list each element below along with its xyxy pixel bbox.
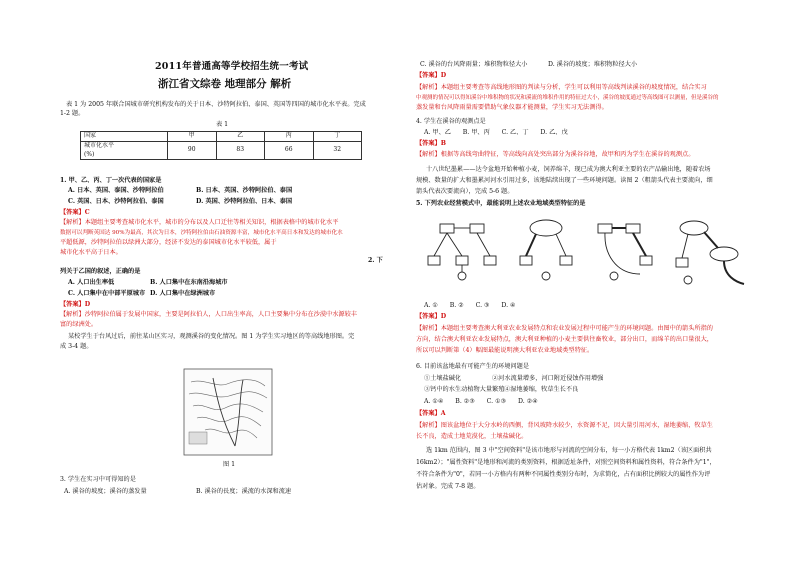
q3-option-b: B. 溪谷的長度；溪流的水深和流速 xyxy=(196,488,292,495)
table-row-label xyxy=(81,142,168,160)
farming-modes-figure xyxy=(426,214,752,296)
q6-explanation-2: 长不良，造成土地荒漠化，土壤盐碱化。 xyxy=(416,433,528,440)
question-1: 1. 甲、乙、丙、丁一次代表的国家是 xyxy=(60,177,162,184)
table-cell: 90 xyxy=(168,142,217,160)
table-header-cell: 甲 xyxy=(168,132,217,142)
q1-option-d: D. 英国、沙特阿拉伯、日本、泰国 xyxy=(196,198,293,205)
q6-item-4: ④湿地萎缩，牧草生长不良 xyxy=(504,386,579,393)
intro-5-6-line3: 箭头代表次要流向），完成 5-6 题。 xyxy=(416,188,514,195)
q5-answer: 【答案】D xyxy=(416,313,447,320)
q2-option-b: B. 人口集中在东南沿海城市 xyxy=(150,279,228,286)
question-5: 5. 下列农业经营模式中，最能说明上述农业地域类型特征的是 xyxy=(416,200,586,207)
contour-map-figure xyxy=(183,368,273,460)
q5-explanation-1: 【解析】本题组主要考查澳大利亚农业发展特点和农业发展过程中可能产生的环境问题。由图中的箭头所指的 xyxy=(416,325,713,332)
table-caption: 表 1 xyxy=(216,121,229,128)
q3-option-a: A. 溪谷的坡度；溪谷的蒸发量 xyxy=(64,488,147,495)
q6-answer: 【答案】A xyxy=(416,410,446,417)
intro-7-8-line4: 估对象。完成 7-8 题。 xyxy=(416,483,480,490)
intro-1-2-line1: 表 1 为 2005 年联合国城市研究机构发布的关于日本、沙特阿拉伯、泰国、英国等四国的城市化水平表。完成 xyxy=(66,101,366,108)
question-2: 列关于乙国的叙述，正确的是 xyxy=(60,268,141,275)
q5-options: A. ① B. ② C. ③ D. ④ xyxy=(424,302,516,309)
q3-answer: 【答案】D xyxy=(416,72,447,79)
title-line-2: 浙江省文综卷 地理部分 解析 xyxy=(158,78,292,90)
q6-item-3: ③钙中的水生动植物大量繁殖 xyxy=(424,386,505,393)
q2-option-a: A. 人口出生率低 xyxy=(68,279,115,286)
q6-item-1: ①土壤盐碱化 xyxy=(424,375,462,382)
q2-option-d: D. 人口集中在绿洲城市 xyxy=(150,290,216,297)
q1-option-b: B. 日本、英国、沙特阿拉伯、泰国 xyxy=(196,187,293,194)
q6-item-2: ②河水流量增多，河口附近侵蚀作用增强 xyxy=(492,375,604,382)
q5-explanation-2: 方向，结合澳大利亚农业发展特点，澳大利亚种植的小麦主要供往畜牧业，部分出口，而绵羊的出口量很大， xyxy=(416,336,713,343)
table-header-cell: 国家 xyxy=(81,132,168,142)
q2-option-c: C. 人口集中在中部平原城市 xyxy=(68,290,146,297)
table-header-cell: 丁 xyxy=(313,132,362,142)
question-3: 3. 学生在实习中可得知的是 xyxy=(60,476,136,483)
q2-explanation-2: 富的绿洲处。 xyxy=(60,321,98,328)
intro-5-6-line1: 十八世纪墨累——达令盆地开始种植小麦，饲养绵羊，现已成为澳大利亚主要的农产品输出地，随着农场 xyxy=(426,166,711,173)
intro-7-8-line2: 16km2）；"属性资料"是地形和河流的类别资料，根据适址条件，对照空间资料和属性资料，符合条件为"1"， xyxy=(416,459,716,466)
q3-option-d: D. 溪谷的坡度；堆积物粒径大小 xyxy=(548,61,638,68)
q2-answer: 【答案】D xyxy=(60,301,91,308)
q2-explanation-1: 【解析】沙特阿拉伯属于发展中国家，主要是阿拉伯人，人口出生率高，人口主要集中分布在沙漠中水源较丰 xyxy=(60,311,357,318)
q6-options: A. ①④ B. ②③ C. ①③ D. ②④ xyxy=(424,398,538,405)
figure-1-caption: 图 1 xyxy=(223,461,236,468)
table-header-row xyxy=(81,132,362,142)
q1-option-c: C. 英国、日本、沙特阿拉伯、泰国 xyxy=(68,198,164,205)
intro-5-6-line2: 规模、数量的扩大和墨累河河水引用过多，该地陆续出现了一些环境问题。读图 2（粗箭头代表主要流向，细 xyxy=(416,177,713,184)
q5-explanation-3: 所以可以判断第（4）幅图最能说明澳大利亚农业地域类型特征。 xyxy=(416,347,594,354)
intro-7-8-line3: 不符合条件为"0"，若同一小方格内有两种不同属性类别分布时，为求简化，占有面积比例较大的属性作为评 xyxy=(416,471,711,478)
q3-explanation-1: 【解析】本题组主要考查等高线地形图的判读与分析，学生可以利用等高线判读溪谷的坡度情况，结合实习 xyxy=(416,84,707,91)
q4-options: A. 甲、乙 B. 甲、丙 C. 乙、丁 D. 乙、戊 xyxy=(424,129,568,136)
q1-explanation-1: 【解析】本题组主要考查城市化水平，城市的分布以及人口迁往等相关知识，根据表格中的城市化水平 xyxy=(60,219,339,226)
q6-explanation-1: 【解析】图该盆地位于大分水岭的西侧，背风坡降水较少，水资源不足，因大量引用河水，湿地萎缩，牧草生 xyxy=(416,422,713,429)
title-line-1: 2011年普通高等学校招生统一考试 xyxy=(155,61,309,72)
urbanization-table xyxy=(80,131,362,160)
table-row xyxy=(81,142,362,160)
q3-explanation-2: 中观测的情况可以得知溪谷中堆积物的状况和溪流的堆积作用的特征过大小，溪谷的坡度通过等高线图可以测量，但是溪谷的 xyxy=(416,95,719,101)
intro-7-8-line1: 选 1km 范围内，图 3 中"空间资料"是该市地形与河流的空间分布，每一小方格代表 1km2（该区面积共 xyxy=(426,447,712,454)
intro-3-4-line1: 某校学生于台风过后，前往某山区实习，观测溪谷的变化情况。图 1 为学生实习地区的等高线地形图。完 xyxy=(68,333,355,340)
q3-explanation-3: 蒸发量和台风降雨量需要借助气象仪器才能测量，学生实习无法测得。 xyxy=(416,104,608,111)
question-2-number: 2. 下 xyxy=(368,257,383,264)
q1-explanation-2: 数据可以判断英国达 90%为最高，其次为日本，沙特阿拉伯由石油资源丰富，城市化水平高日本和发达的城市化水 xyxy=(60,230,343,236)
q1-explanation-4: 城市化水平高于日本。 xyxy=(60,249,122,256)
question-4: 4. 学生在溪谷的观测点是 xyxy=(416,118,486,125)
q4-explanation: 【解析】根据等高线弯曲特征，等高线向高处突出部分为溪谷谷地，故甲和丙为学生在溪谷的观测点。 xyxy=(416,151,695,158)
q1-explanation-3: 平超低源，沙特阿拉伯以绿洲大部分，经济不发达的泰国城市化水平较低，属于 xyxy=(60,239,277,246)
q1-option-a: A. 日本、英国、泰国、沙特阿拉伯 xyxy=(68,187,164,194)
table-cell: 66 xyxy=(265,142,314,160)
q3-option-c: C. 溪谷的台风降雨量；堆积物粒径大小 xyxy=(420,61,528,68)
table-header-cell: 丙 xyxy=(265,132,314,142)
intro-1-2-line2: 1-2 题。 xyxy=(60,110,85,117)
table-cell: 83 xyxy=(216,142,265,160)
intro-3-4-line2: 成 3-4 题。 xyxy=(60,343,93,350)
q4-answer: 【答案】B xyxy=(416,140,446,147)
row-label-line2: (%) xyxy=(84,150,95,158)
table-header-cell: 乙 xyxy=(216,132,265,142)
question-6: 6. 目前该盆地最有可能产生的环境问题是 xyxy=(416,363,530,370)
table-cell: 32 xyxy=(313,142,362,160)
q1-answer: 【答案】C xyxy=(60,209,90,216)
row-label-line1: 城市化水平 xyxy=(84,142,115,149)
